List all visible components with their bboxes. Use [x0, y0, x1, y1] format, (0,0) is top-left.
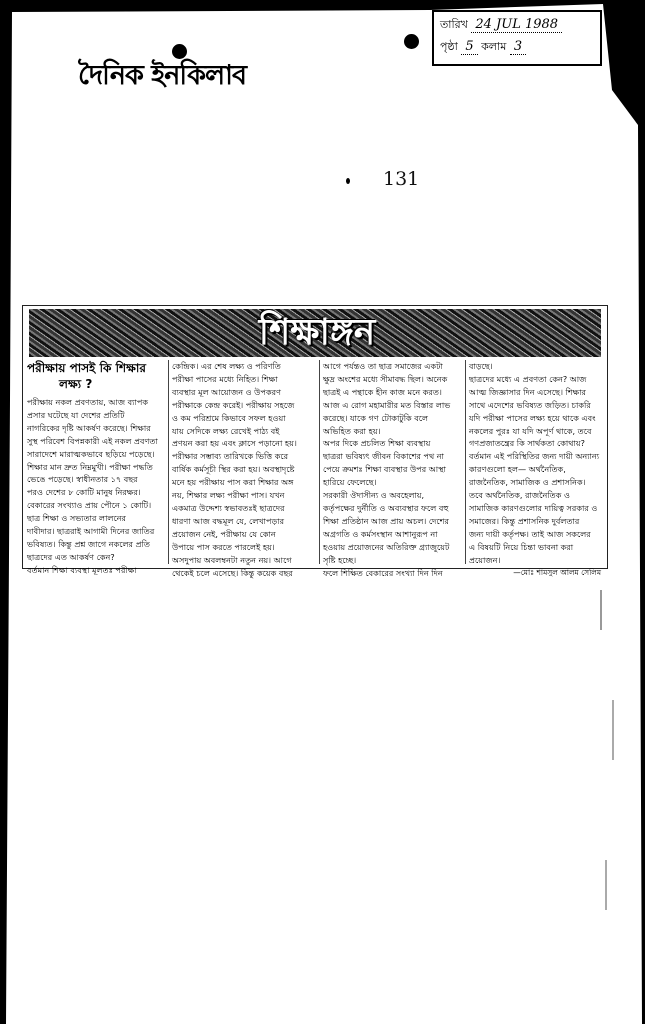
- article-line: করেছে। যাকে গণ টোকাটুকি বলে: [323, 412, 429, 423]
- article-column-1: [27, 360, 162, 575]
- article-line: বার্ষিক কর্মসূচী স্থির করা হয়। অবস্থাদৃষ্টে: [172, 464, 295, 475]
- stamp-date-label: তারিখ: [440, 18, 468, 31]
- article-line: ছাত্রদের মধ্যে এ প্রবণতা কেন? আজ: [469, 373, 587, 384]
- banner-title: শিক্ষাঙ্গন: [258, 312, 376, 353]
- article-line: সুস্থ পরিবেশ বিপন্নকারী এই নকল প্রবণতা: [27, 435, 158, 446]
- article-line: শিক্ষা প্রতিষ্ঠান আজ প্রায় অচল। দেশের: [323, 515, 449, 526]
- article-line: আগে পর্যন্তও তা ছাত্র সমাজের একটা: [323, 361, 443, 371]
- article-line: কর্তৃপক্ষের দুর্নীতি ও অব্যবস্থার ফলে বহু: [323, 502, 449, 513]
- article-line: প্রসার ঘটেছে যা দেশের প্রতিটি: [27, 409, 125, 420]
- article-line: বর্তমান শিক্ষা ব্যবস্থা মূলতঃ পরীক্ষা: [27, 564, 137, 575]
- article-line: মনে হয় পরীক্ষায় পাস করা শিক্ষার অঙ্গ: [172, 477, 294, 488]
- stamp-column-value: 3: [510, 39, 526, 55]
- article-line: প্রণয়ন করা হয় এবং ক্লাসে পড়ানো হয়।: [172, 438, 297, 449]
- article-line: অগ্রগতি ও কর্মসংস্থান আশানুরূপ না: [323, 528, 438, 539]
- article-line: হারিয়ে ফেলেছে।: [323, 477, 377, 488]
- article-line: পরীক্ষার সম্ভাব্য তারিখকে ভিত্তি করে: [172, 451, 289, 462]
- article-column-3: [319, 360, 463, 578]
- article-line: শিক্ষার মান দ্রুত নিম্নমুখী। পরীক্ষা পদ্ধতি: [27, 461, 153, 472]
- article-line: রাজনৈতিক, সামাজিক ও প্রশাসনিক।: [469, 477, 586, 488]
- article-line: সাথে এদেশের ভবিষ্যত জড়িত। চাকরি: [469, 399, 591, 410]
- article-line: দাবীদার। ছাত্ররাই আগামী দিনের জাতির: [27, 526, 155, 537]
- page-number: 131: [383, 168, 420, 190]
- article-line: নাগরিকের দৃষ্টি আকর্ষণ করেছে। শিক্ষার: [27, 422, 151, 433]
- article-line: উপায়ে পাস করতে পারলেই হয়।: [172, 541, 275, 552]
- article-line: কেন্দ্রিক। এর শেষ লক্ষ্য ও পরিণতি: [172, 361, 281, 371]
- article-column-2: [168, 360, 316, 578]
- article-line: ফলে শিক্ষিত বেকারের সংখ্যা দিন দিন: [323, 567, 443, 578]
- article-line: যায় সেদিকে লক্ষ্য রেখেই পাঠ্য বই: [172, 425, 280, 436]
- article-line: নকলের পুরঃ যা যদি অপূর্ণ থাকে, তবে: [469, 425, 592, 436]
- article-columns: [27, 360, 603, 578]
- article-line: ধারণা আজ বদ্ধমূল যে, লেখাপড়ার: [172, 515, 285, 526]
- article-line: পেয়ে ক্রমশঃ শিক্ষা ব্যবস্থার উপর আস্থা: [323, 464, 446, 475]
- column-3-text: [323, 360, 463, 579]
- article-line: হওয়ায় প্রয়োজনের অতিরিক্ত গ্র্যাজুয়েট: [323, 541, 450, 552]
- article-line: এ বিষয়টি নিয়ে চিন্তা ভাবনা করা: [469, 541, 574, 552]
- article-line: ছাত্রই এ পন্থাকে হীন কাজ মনে করত।: [323, 386, 442, 397]
- article-line: গণপ্রজাতন্ত্রের কি সার্থকতা কোথায়?: [469, 438, 585, 449]
- article-line: পরীক্ষায় নকল প্রবণতায়, আজ ব্যাপক: [27, 397, 148, 407]
- stamp-page-label: পৃষ্ঠা: [440, 40, 458, 53]
- article-line: বর্তমান এই পরিস্থিতির জন্য দায়ী অন্যান্য: [469, 451, 600, 462]
- column-1-text: [27, 396, 162, 577]
- scan-noise: [612, 700, 614, 760]
- article-byline: —মোঃ শামসুল আলম সেলিম: [513, 567, 601, 577]
- article-line: ভবিষ্যত। কিন্তু প্রশ্ন জাগে নকলের প্রতি: [27, 538, 150, 549]
- article-line: নয়, শিক্ষার লক্ষ্য পরীক্ষা পাস। যখন: [172, 490, 285, 501]
- punch-hole-right: [404, 34, 419, 49]
- section-banner: [29, 309, 601, 357]
- article-line: প্রয়োজন।: [469, 554, 501, 565]
- article-line: সৃষ্টি হচ্ছে।: [323, 554, 357, 565]
- article-line: পরও দেশের ৮ কোটি মানুষ নিরক্ষর।: [27, 487, 141, 498]
- article-line: সারাদেশে মারাত্মকভাবে ছড়িয়ে পড়েছে।: [27, 448, 155, 459]
- article-line: আত্ম জিজ্ঞাসার দিন এসেছে। শিক্ষার: [469, 386, 586, 397]
- article-line: থেকেই চলে এসেছে। কিন্তু কয়েক বছর: [172, 567, 293, 578]
- article-line: অভিহিত করা হয়।: [323, 425, 381, 436]
- article-line: অসদুপায় অবলম্বনটা নতুন নয়। আগে: [172, 554, 292, 565]
- article-line: আজ এ রোগ মহামারীর মত বিস্তার লাভ: [323, 399, 451, 410]
- article-line: সামাজিক কারণগুলোর দায়িত্ব সরকার ও: [469, 502, 598, 513]
- newspaper-clipping: [22, 305, 608, 578]
- article-line: ছাত্রদের এত আকর্ষণ কেন?: [27, 551, 115, 562]
- stamp-column-label: কলাম: [481, 40, 507, 53]
- column-2-text: [172, 360, 316, 579]
- article-line: অপর দিকে প্রচলিত শিক্ষা ব্যবস্থায়: [323, 438, 431, 449]
- article-headline-line2: লক্ষ্য ?: [59, 377, 93, 391]
- article-line: ছাত্ররা ভবিষ্যৎ জীবন বিকাশের পথ না: [323, 451, 444, 462]
- column-4-text: [469, 360, 605, 567]
- article-line: যদি পরীক্ষা পাসের লক্ষ্য হয়ে থাকে এবং: [469, 412, 596, 423]
- stamp-date-value: 24 JUL 1988: [471, 17, 562, 33]
- article-line: সরকারী ঔদাসীন্য ও অবহেলায়,: [323, 490, 425, 501]
- article-line: বেকারের সংখ্যাও প্রায় পৌনে ১ কোটি।: [27, 500, 152, 511]
- article-line: ছাত্র শিক্ষা ও সভ্যতার লালনের: [27, 513, 126, 524]
- article-line: ও কম পরিশ্রমে কিভাবে সফল হওয়া: [172, 412, 286, 423]
- scan-noise: [600, 590, 602, 630]
- article-line: ভেঙে পড়েছে। স্বাধীনতার ১৭ বছর: [27, 474, 138, 485]
- article-line: জন্য দায়ী কর্তৃপক্ষ। তাই আজ সকলের: [469, 528, 591, 539]
- article-headline-line1: পরীক্ষায় পাসই কি শিক্ষার: [27, 361, 146, 375]
- ink-speck: [346, 178, 350, 184]
- article-line: বাড়ছে।: [469, 361, 493, 371]
- newspaper-masthead: দৈনিক ইনকিলাব: [78, 60, 246, 91]
- article-line: ব্যবস্থার মূল আয়োজন ও উপকরণ: [172, 386, 281, 397]
- article-line: পরীক্ষাকে কেন্দ্র করেই। পরীক্ষায় সহজে: [172, 399, 295, 410]
- article-line: পরীক্ষা পাসের মধ্যে নিহিত। শিক্ষা: [172, 373, 278, 384]
- article-column-4: [465, 360, 605, 577]
- stamp-page-value: 5: [461, 39, 477, 55]
- archive-stamp: [432, 10, 602, 66]
- article-line: প্রয়োজন নেই, পরীক্ষায় যে কোন: [172, 528, 276, 539]
- scan-noise: [605, 860, 607, 910]
- article-line: ক্ষুদ্র অংশের মধ্যে সীমাবদ্ধ ছিল। অনেক: [323, 373, 448, 384]
- article-line: সমাজের। কিন্তু প্রশাসনিক দুর্বলতার: [469, 515, 580, 526]
- article-line: কারণগুলো হল— অর্থনৈতিক,: [469, 464, 566, 475]
- article-line: তবে অর্থনৈতিক, রাজনৈতিক ও: [469, 490, 570, 501]
- article-line: একমাত্র উদ্দেশ্য স্বভাবতঃই ছাত্রদের: [172, 502, 285, 513]
